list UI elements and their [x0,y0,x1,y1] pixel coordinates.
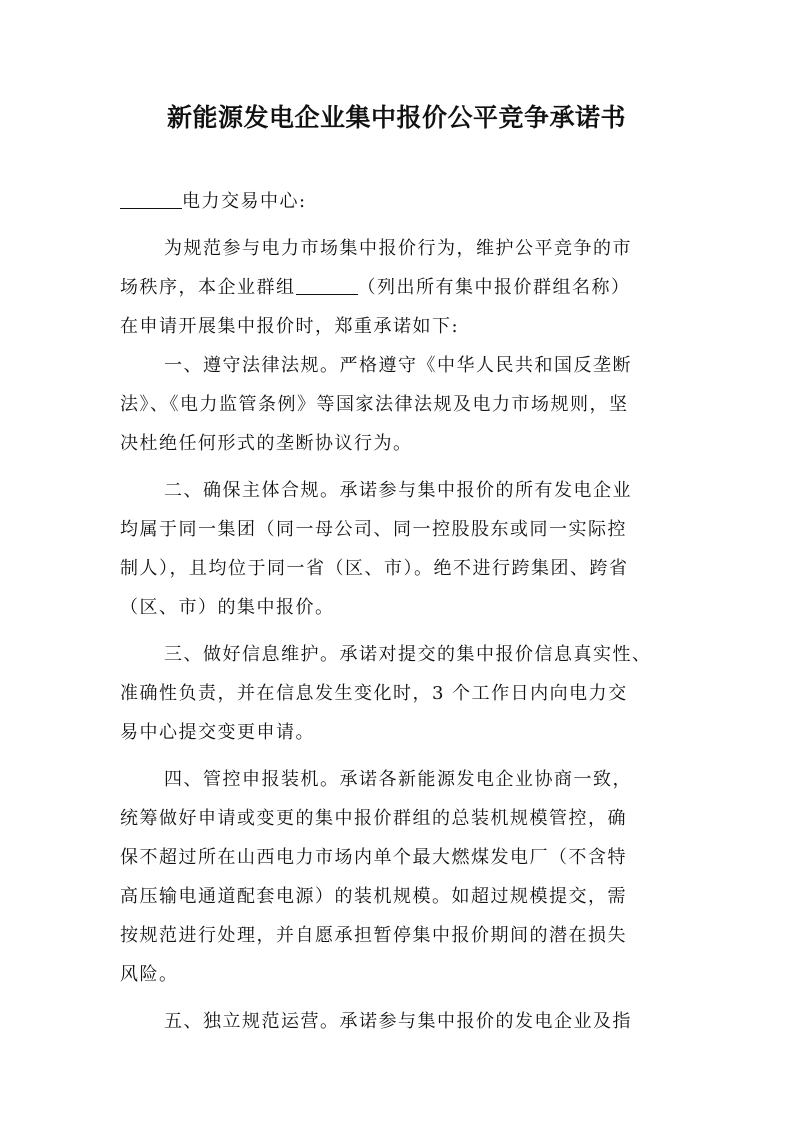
intro-paragraph [120,229,682,346]
document-title: 新能源发电企业集中报价公平竞争承诺书 [166,103,626,132]
item-4-line-3: 保不超过所在山西电力市场内单个最大燃煤发电厂（不含特 [120,847,627,868]
item-1-line-2: 法》、《电力监管条例》等国家法律法规及电力市场规则，坚 [120,394,629,415]
document-body [120,182,682,1041]
intro-line-2-post: （列出所有集中报价群组名称） [357,277,631,298]
item-4-line-5: 按规范进行处理，并自愿承担暂停集中报价期间的潜在损失 [120,925,627,946]
addressee-text: 电力交易中心: [182,191,307,212]
item-4-line-4: 高压输电通道配套电源）的装机规模。如超过规模提交，需 [120,886,627,907]
addressee-line [120,182,682,221]
item-3-paragraph [120,635,682,752]
item-2-line-2: 均属于同一集团（同一母公司、同一控股股东或同一实际控 [120,519,627,540]
item-5-paragraph [120,1002,682,1041]
item-1-line-3: 决杜绝任何形式的垄断协议行为。 [120,433,413,454]
item-2-line-4: （区、市）的集中报价。 [120,597,335,618]
item-3-line-2: 准确性负责，并在信息发生变化时，3 个工作日内向电力交 [120,683,628,704]
group-name-blank [296,274,358,295]
item-2-line-3: 制人），且均位于同一省（区、市）。绝不进行跨集团、跨省 [120,558,629,579]
item-3-line-3: 易中心提交变更申请。 [120,722,315,743]
item-1-paragraph [120,346,682,463]
intro-line-3: 在申请开展集中报价时，郑重承诺如下: [120,316,460,337]
item-4-paragraph [120,760,682,994]
item-1-line-1: 一、遵守法律法规。严格遵守《中华人民共和国反垄断 [164,355,632,376]
item-5-line-1: 五、独立规范运营。承诺参与集中报价的发电企业及指 [164,1011,632,1032]
item-3-line-1: 三、做好信息维护。承诺对提交的集中报价信息真实性、 [164,644,652,665]
intro-line-2-pre: 场秩序，本企业群组 [120,277,296,298]
item-2-paragraph [120,471,682,627]
intro-line-1: 为规范参与电力市场集中报价行为，维护公平竞争的市 [164,238,632,259]
item-4-line-6: 风险。 [120,964,179,985]
addressee-blank [120,188,182,209]
item-2-line-1: 二、确保主体合规。承诺参与集中报价的所有发电企业 [164,480,632,501]
intro-line-2 [120,268,682,307]
item-4-line-2: 统筹做好申请或变更的集中报价群组的总装机规模管控，确 [120,808,627,829]
item-4-line-1: 四、管控申报装机。承诺各新能源发电企业协商一致， [164,769,632,790]
